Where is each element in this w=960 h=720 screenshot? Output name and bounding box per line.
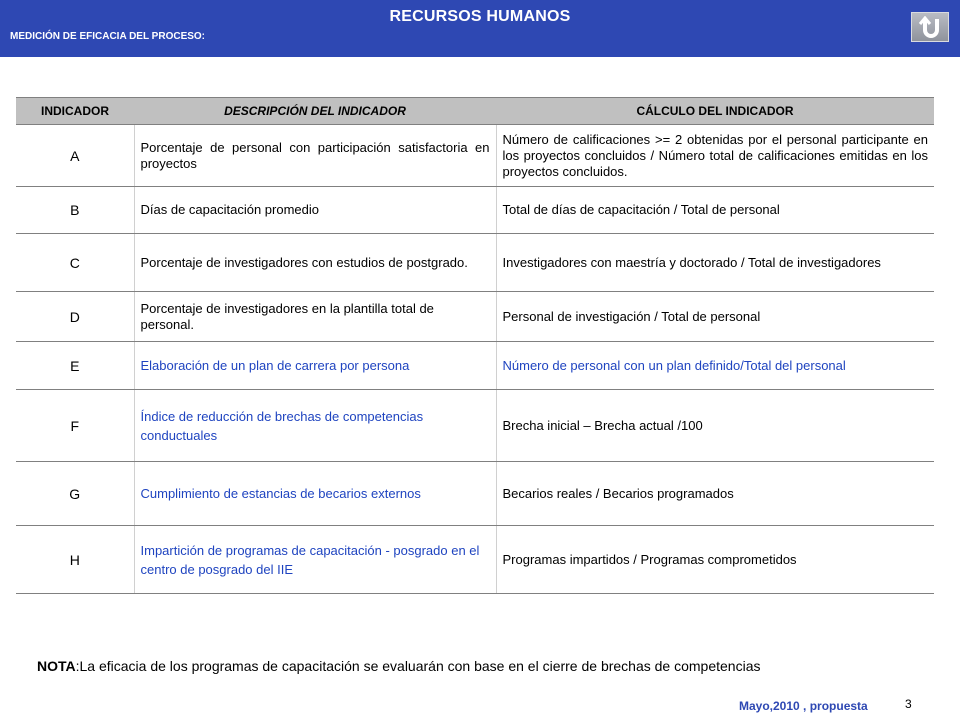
- note-text: :La eficacia de los programas de capacitación se evaluarán con base en el cierre de brechas de competencias: [75, 658, 761, 674]
- indicator-calculation: Número de personal con un plan definido/Total del personal: [496, 342, 934, 390]
- indicator-id: D: [16, 292, 134, 342]
- table-row: [16, 342, 934, 390]
- table-row: [16, 390, 934, 462]
- page-number: 3: [905, 697, 912, 711]
- header-bar: [0, 0, 960, 57]
- header-indicador: INDICADOR: [16, 98, 134, 125]
- table-row: [16, 234, 934, 292]
- indicator-calculation: Investigadores con maestría y doctorado / Total de investigadores: [496, 234, 934, 292]
- indicator-calculation: Número de calificaciones >= 2 obtenidas por el personal participante en los proyectos concluidos / Número total de calificaciones emitidas en los proyectos concluidos.: [496, 125, 934, 187]
- table-row: [16, 462, 934, 526]
- indicator-description: Porcentaje de investigadores en la plantilla total de personal.: [134, 292, 496, 342]
- indicator-id: C: [16, 234, 134, 292]
- indicator-description: Porcentaje de investigadores con estudios de postgrado.: [134, 234, 496, 292]
- page-title: RECURSOS HUMANOS: [389, 8, 571, 25]
- indicator-description: Impartición de programas de capacitación - posgrado en el centro de posgrado del IIE: [134, 526, 496, 594]
- table-row: [16, 187, 934, 234]
- indicator-description: Días de capacitación promedio: [134, 187, 496, 234]
- indicator-id: E: [16, 342, 134, 390]
- indicator-calculation: Total de días de capacitación / Total de personal: [496, 187, 934, 234]
- page-subtitle: MEDICIÓN DE EFICACIA DEL PROCESO:: [10, 31, 206, 42]
- header-descripcion: DESCRIPCIÓN DEL INDICADOR: [134, 98, 496, 125]
- indicator-id: A: [16, 125, 134, 187]
- note-label: NOTA: [37, 658, 76, 674]
- indicator-id: H: [16, 526, 134, 594]
- indicator-description: Índice de reducción de brechas de competencias conductuales: [134, 390, 496, 462]
- back-button[interactable]: [911, 12, 949, 42]
- table-header-row: [16, 98, 934, 125]
- indicator-calculation: Personal de investigación / Total de personal: [496, 292, 934, 342]
- indicator-id: G: [16, 462, 134, 526]
- indicator-id: B: [16, 187, 134, 234]
- u-turn-back-icon: [918, 16, 944, 40]
- table-row: [16, 526, 934, 594]
- indicator-description: Porcentaje de personal con participación satisfactoria en proyectos: [134, 125, 496, 187]
- footer-date: Mayo,2010 , propuesta: [739, 699, 868, 713]
- header-calculo: CÁLCULO DEL INDICADOR: [496, 98, 934, 125]
- indicator-id: F: [16, 390, 134, 462]
- indicator-calculation: Becarios reales / Becarios programados: [496, 462, 934, 526]
- indicator-description: Elaboración de un plan de carrera por persona: [134, 342, 496, 390]
- indicator-calculation: Programas impartidos / Programas comprometidos: [496, 526, 934, 594]
- indicator-calculation: Brecha inicial – Brecha actual /100: [496, 390, 934, 462]
- indicator-description: Cumplimiento de estancias de becarios externos: [134, 462, 496, 526]
- table-row: [16, 292, 934, 342]
- note: [37, 658, 760, 674]
- table-row: [16, 125, 934, 187]
- indicators-table: [16, 97, 934, 594]
